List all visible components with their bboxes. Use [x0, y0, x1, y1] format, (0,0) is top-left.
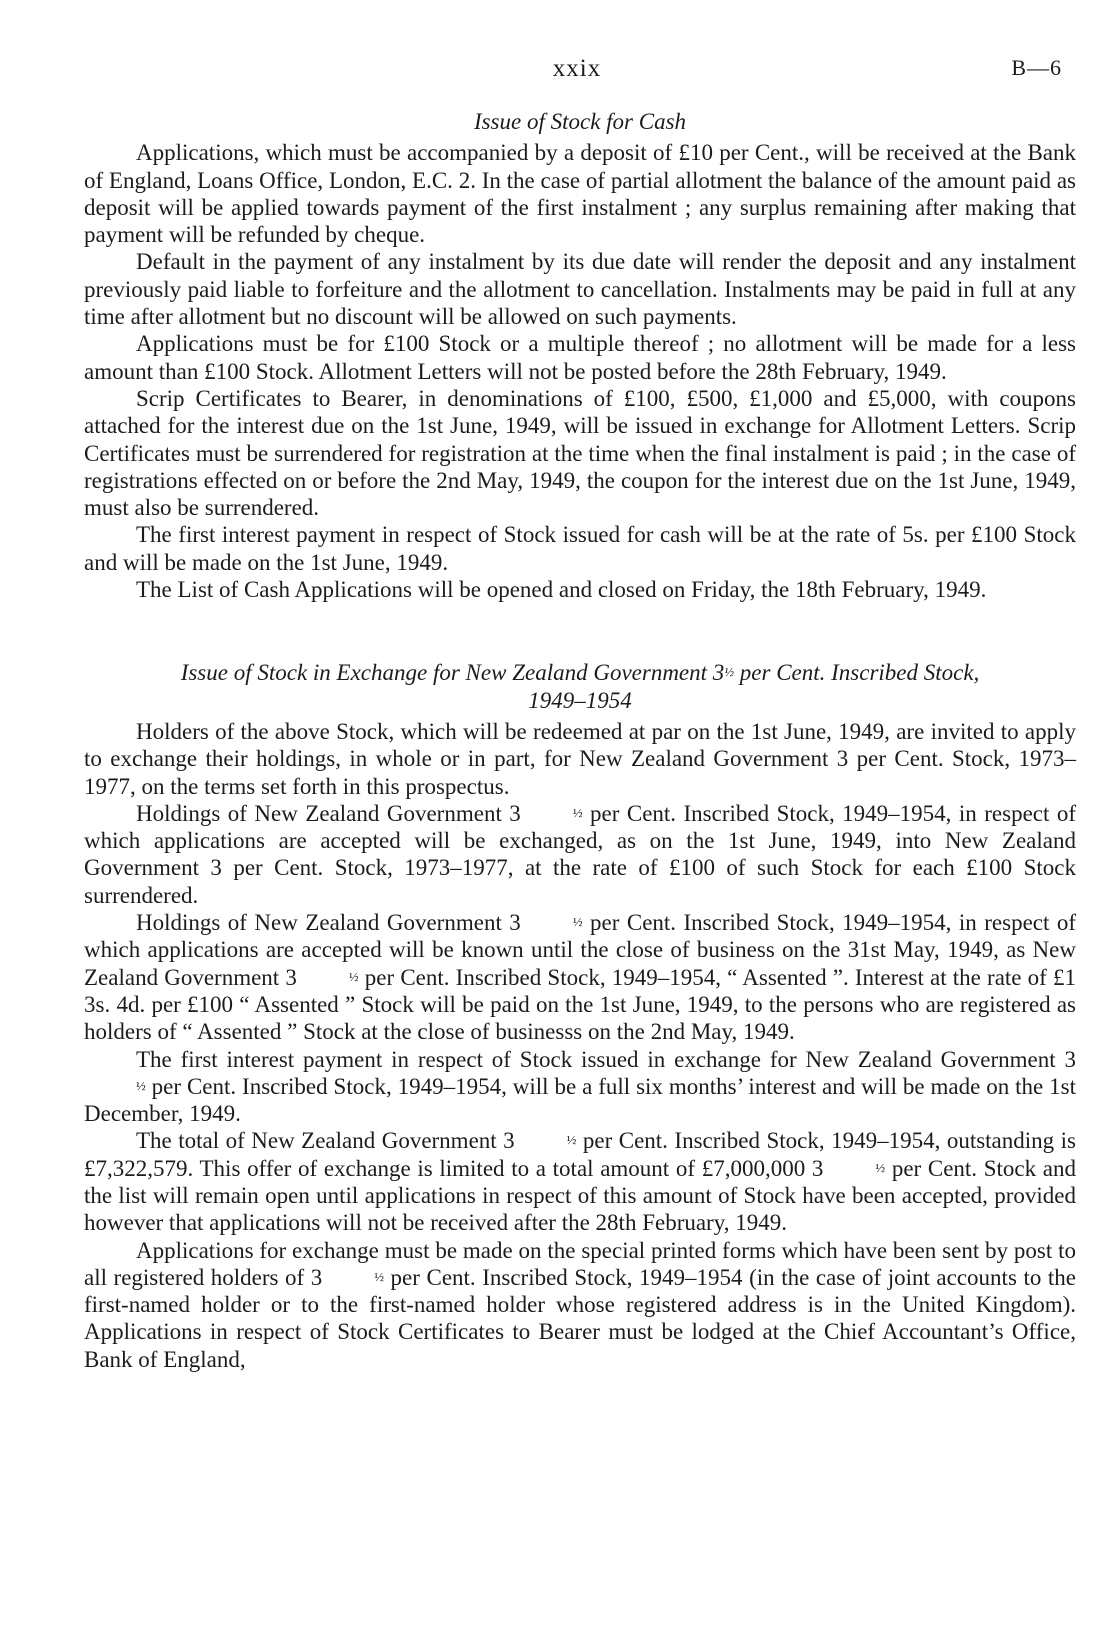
- paragraph: [84, 1127, 1076, 1236]
- text-run: per Cent. Inscribed Stock, 1949–1954, “ Assented ”. Interest at the rate of £1 3s. 4d. per £100 “ Assented ” Stock will be paid on the 1st June, 1949, to the persons who are registered as holders of “ Assented ” Stock at the close of businesss on the 2nd May, 1949.: [84, 964, 1077, 1045]
- text-run: per Cent. Inscribed Stock, 1949–1954 (in the case of joint accounts to the first-named holder or to the first-named holder whose registered address is in the United Kingdom). Applications in respect of Stock Certificates to Bearer must be lodged at the Chief Accountant’s Office, Bank of England,: [84, 1264, 1076, 1372]
- fraction-half: ½: [348, 968, 359, 984]
- fraction-half: ½: [566, 1132, 577, 1148]
- fraction-half: ½: [572, 914, 583, 930]
- page-reference: B—6: [1011, 55, 1062, 80]
- paragraph: Applications must be for £100 Stock or a multiple thereof ; no allotment will be made for a less amount than £100 Stock. Allotment Letters will not be posted before the 28th February, 1949.: [84, 331, 1076, 384]
- text-run: per Cent. Inscribed Stock, 1949–1954, in respect of which applications are accepted will be exchanged, as on the 1st June, 1949, into New Zealand Government 3 per Cent. Stock, 1973–1977, at the rate of £100 of such Stock for each £100 Stock surrendered.: [84, 800, 1077, 908]
- fraction-half: ½: [724, 664, 735, 680]
- document-body: [84, 108, 1076, 1373]
- text-run: per Cent. Inscribed Stock, 1949–1954, in respect of which applications are accepted will be known until the close of business on the 31st May, 1949, as New Zealand Government 3: [84, 910, 1077, 990]
- paragraph: [84, 800, 1076, 909]
- fraction-half: ½: [374, 1268, 384, 1284]
- fraction-half: ½: [572, 804, 583, 820]
- fraction-half: ½: [875, 1159, 886, 1175]
- paragraph: Default in the payment of any instalment by its due date will render the deposit and any instalment previously paid liable to forfeiture and the allotment to cancellation. Instalments may be paid in full at any time after allotment but no discount will be allowed on such payments.: [84, 249, 1076, 330]
- section-title-years: 1949–1954: [528, 687, 632, 713]
- paragraph: [84, 909, 1076, 1045]
- paragraph: [84, 1046, 1076, 1128]
- page-header: [84, 55, 1070, 89]
- text-run: Holdings of New Zealand Government 3: [136, 800, 521, 826]
- paragraph: [84, 1237, 1076, 1373]
- text-run: The first interest payment in respect of Stock issued in exchange for New Zealand Government 3: [136, 1046, 1076, 1072]
- paragraph: Holders of the above Stock, which will be redeemed at par on the 1st June, 1949, are invited to apply to exchange their holdings, in whole or in part, for New Zealand Government 3 per Cent. Stock, 1973–1977, on the terms set forth in this prospectus.: [84, 718, 1076, 799]
- section-title-exchange: [84, 659, 1076, 714]
- paragraph: Scrip Certificates to Bearer, in denominations of £100, £500, £1,000 and £5,000, with coupons attached for the interest due on the 1st June, 1949, will be issued in exchange for Allotment Letters. Scrip Certificates must be surrendered for registration at the time when the final instalment is paid ; in the case of registrations effected on or before the 2nd May, 1949, the coupon for the interest due on the 1st June, 1949, must also be surrendered.: [84, 385, 1076, 521]
- section-title-text: per Cent. Inscribed Stock,: [734, 660, 980, 686]
- text-run: per Cent. Inscribed Stock, 1949–1954, outstanding is £7,322,579. This offer of exchange is limited to a total amount of £7,000,000 3: [84, 1128, 1076, 1181]
- paragraph: The List of Cash Applications will be opened and closed on Friday, the 18th February, 1949.: [136, 577, 987, 603]
- fraction-half: ½: [136, 1077, 146, 1093]
- section-title-text: Issue of Stock in Exchange for New Zealand Government 3: [180, 660, 725, 686]
- text-run: Holdings of New Zealand Government 3: [136, 910, 521, 936]
- text-run: Applications for exchange must be made on the special printed forms which have been sent by post to all registered holders of 3: [84, 1237, 1076, 1290]
- text-run: per Cent. Inscribed Stock, 1949–1954, will be a full six months’ interest and will be made on the 1st December, 1949.: [84, 1073, 1076, 1127]
- page-number: xxix: [552, 55, 602, 82]
- paragraph: Applications, which must be accompanied by a deposit of £10 per Cent., will be received at the Bank of England, Loans Office, London, E.C. 2. In the case of partial allotment the balance of the amount paid as deposit will be applied towards payment of the first instalment ; any surplus remaining after making that payment will be refunded by cheque.: [84, 140, 1076, 248]
- text-run: per Cent. Stock and the list will remain open until applications in respect of this amount of Stock have been accepted, provided however that applications will not be received after the 28th February, 1949.: [84, 1155, 1076, 1236]
- section-title-cash: Issue of Stock for Cash: [473, 109, 687, 134]
- text-run: The total of New Zealand Government 3: [136, 1128, 515, 1154]
- paragraph: The first interest payment in respect of Stock issued for cash will be at the rate of 5s. per £100 Stock and will be made on the 1st June, 1949.: [84, 522, 1076, 575]
